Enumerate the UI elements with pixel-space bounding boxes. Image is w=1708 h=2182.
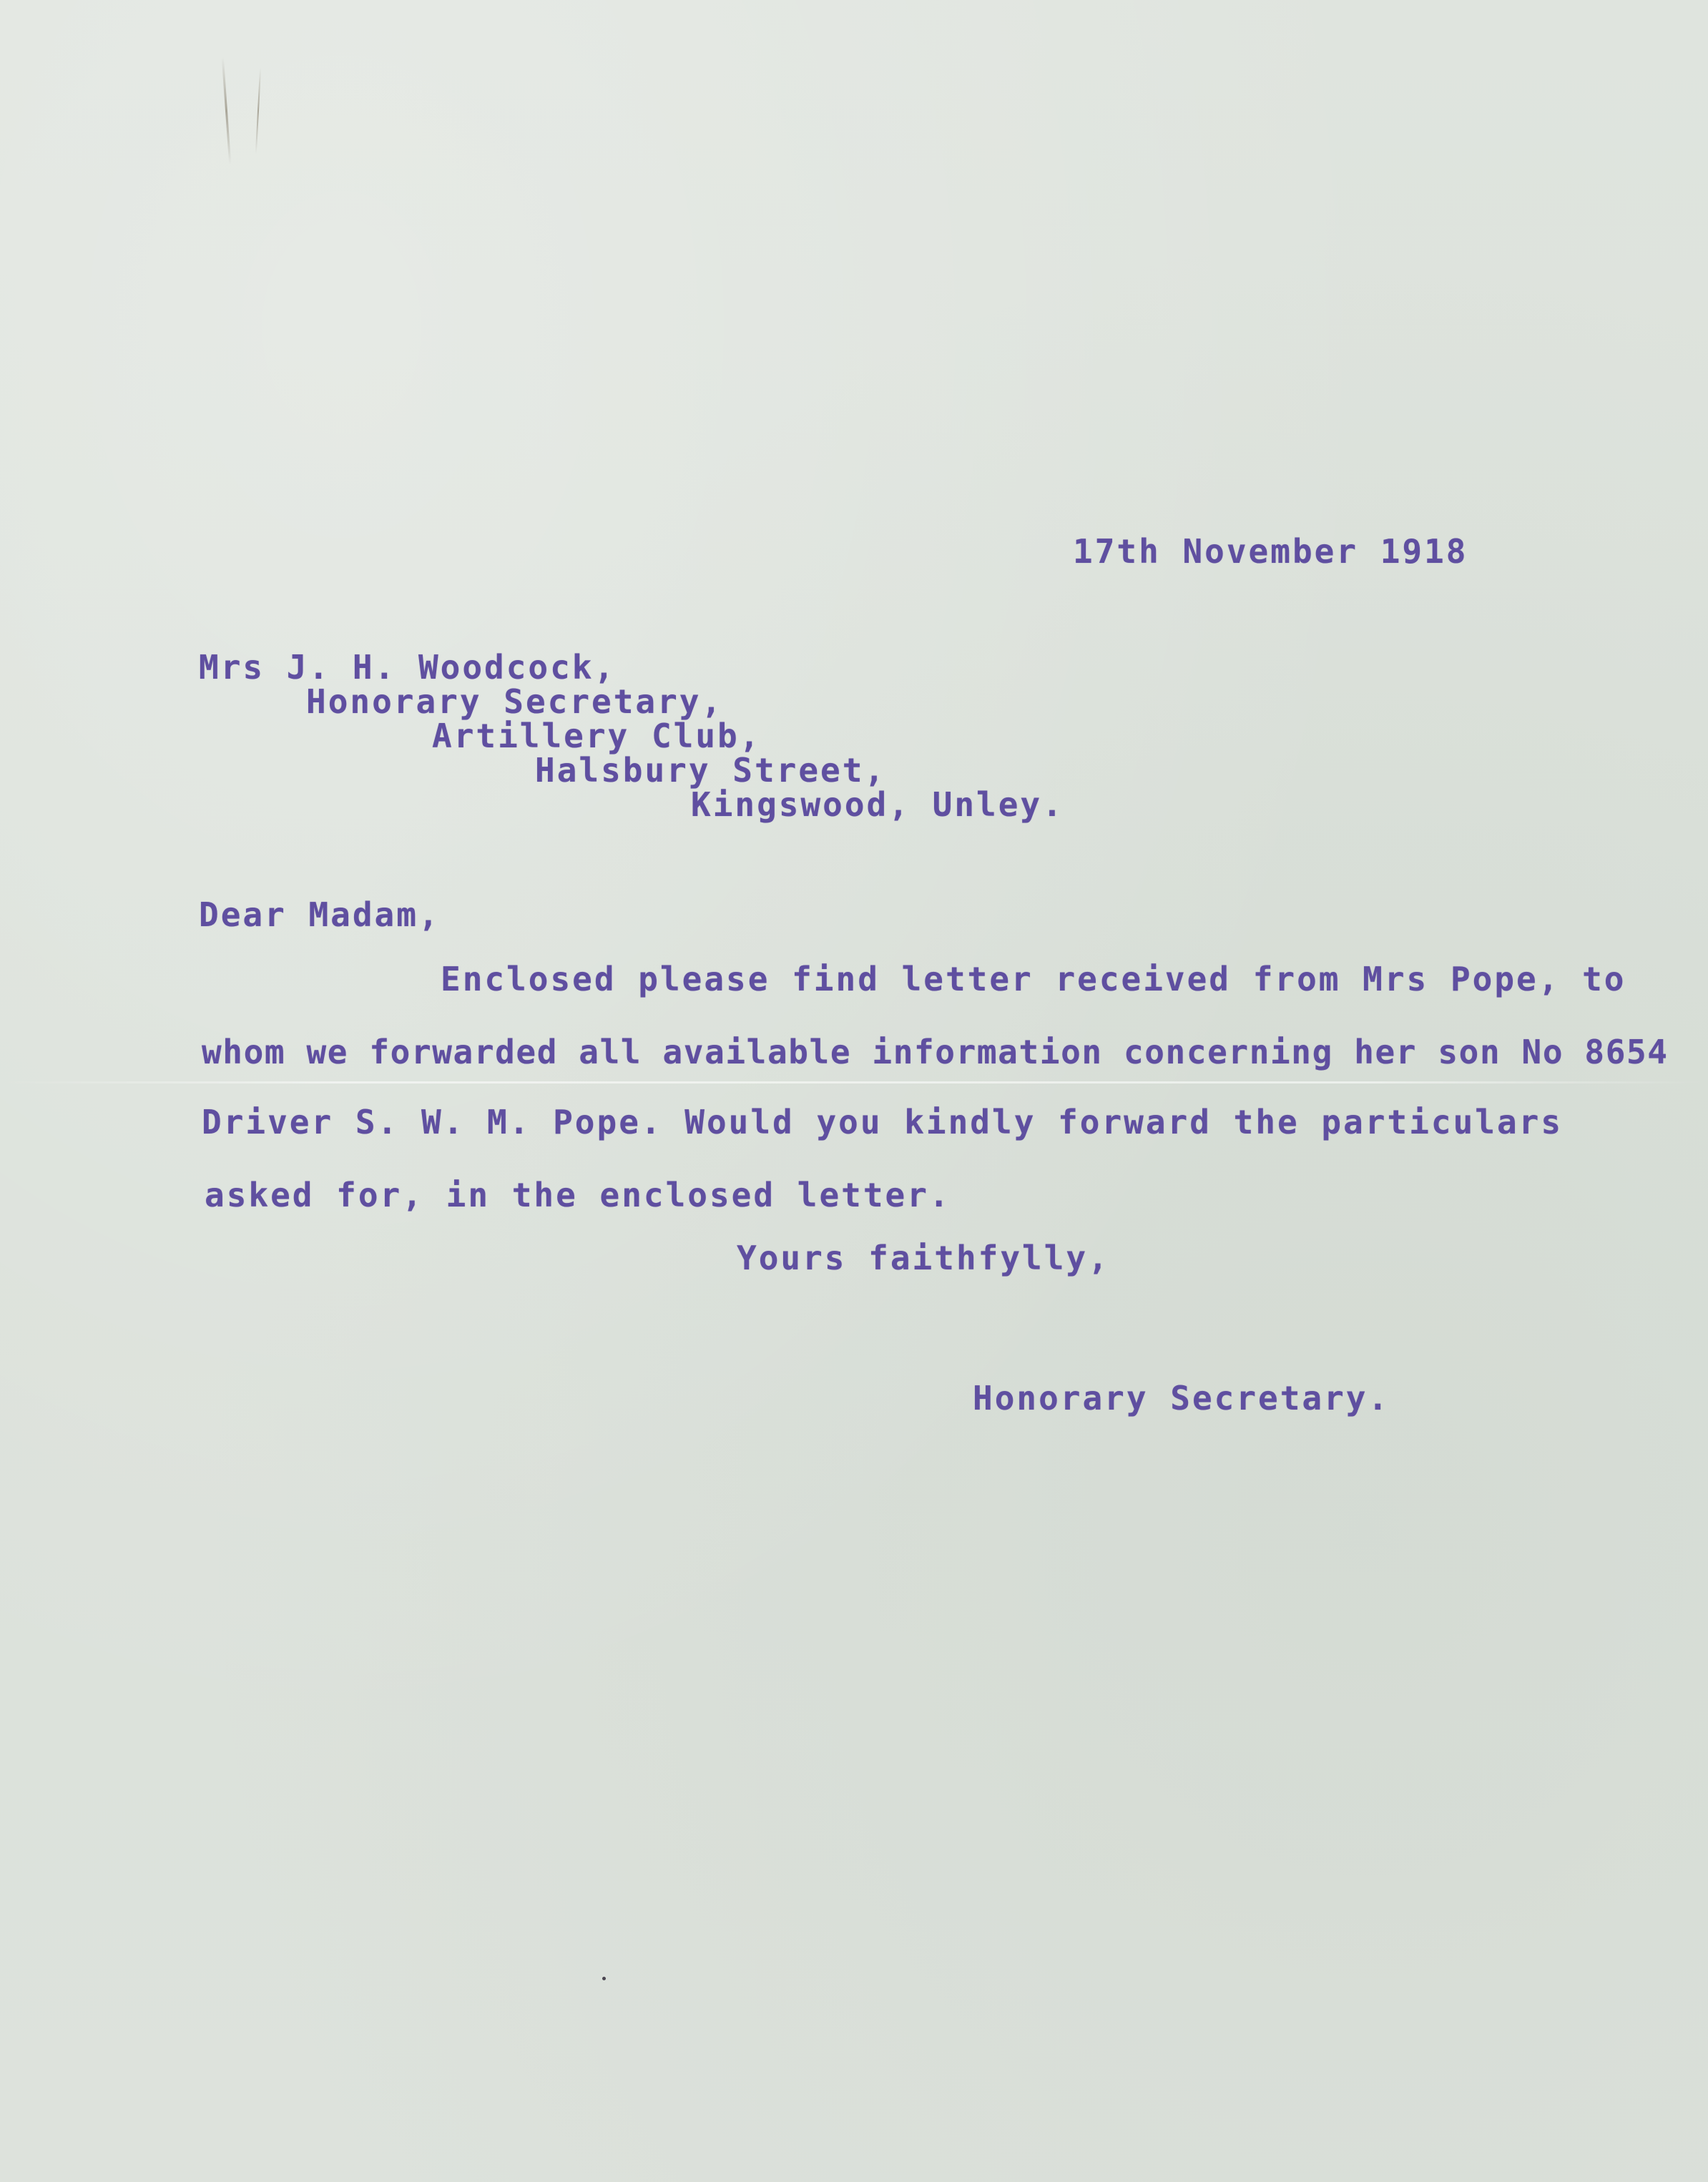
fold-line	[0, 1081, 1708, 1083]
address-line: Honorary Secretary,	[306, 682, 724, 721]
address-line: Artillery Club,	[432, 717, 762, 755]
signature-title: Honorary Secretary.	[973, 1379, 1390, 1417]
ink-speck	[602, 1977, 606, 1980]
address-line: Kingswood, Unley.	[691, 785, 1064, 824]
body-line: whom we forwarded all available information concerning her son No 8654	[202, 1033, 1669, 1071]
salutation: Dear Madam,	[199, 895, 441, 934]
body-line: asked for, in the enclosed letter.	[205, 1176, 951, 1214]
closing: Yours faithfylly,	[737, 1239, 1110, 1277]
body-line: Enclosed please find letter received from Mrs Pope, to	[441, 960, 1626, 998]
paper-crease	[222, 57, 231, 164]
address-line: Halsbury Street,	[535, 751, 887, 790]
address-line: Mrs J. H. Woodcock,	[199, 648, 617, 687]
letter-date: 17th November 1918	[1073, 532, 1468, 571]
paper-crease	[255, 68, 261, 154]
body-line: Driver S. W. M. Pope. Would you kindly forward the particulars	[202, 1103, 1564, 1141]
